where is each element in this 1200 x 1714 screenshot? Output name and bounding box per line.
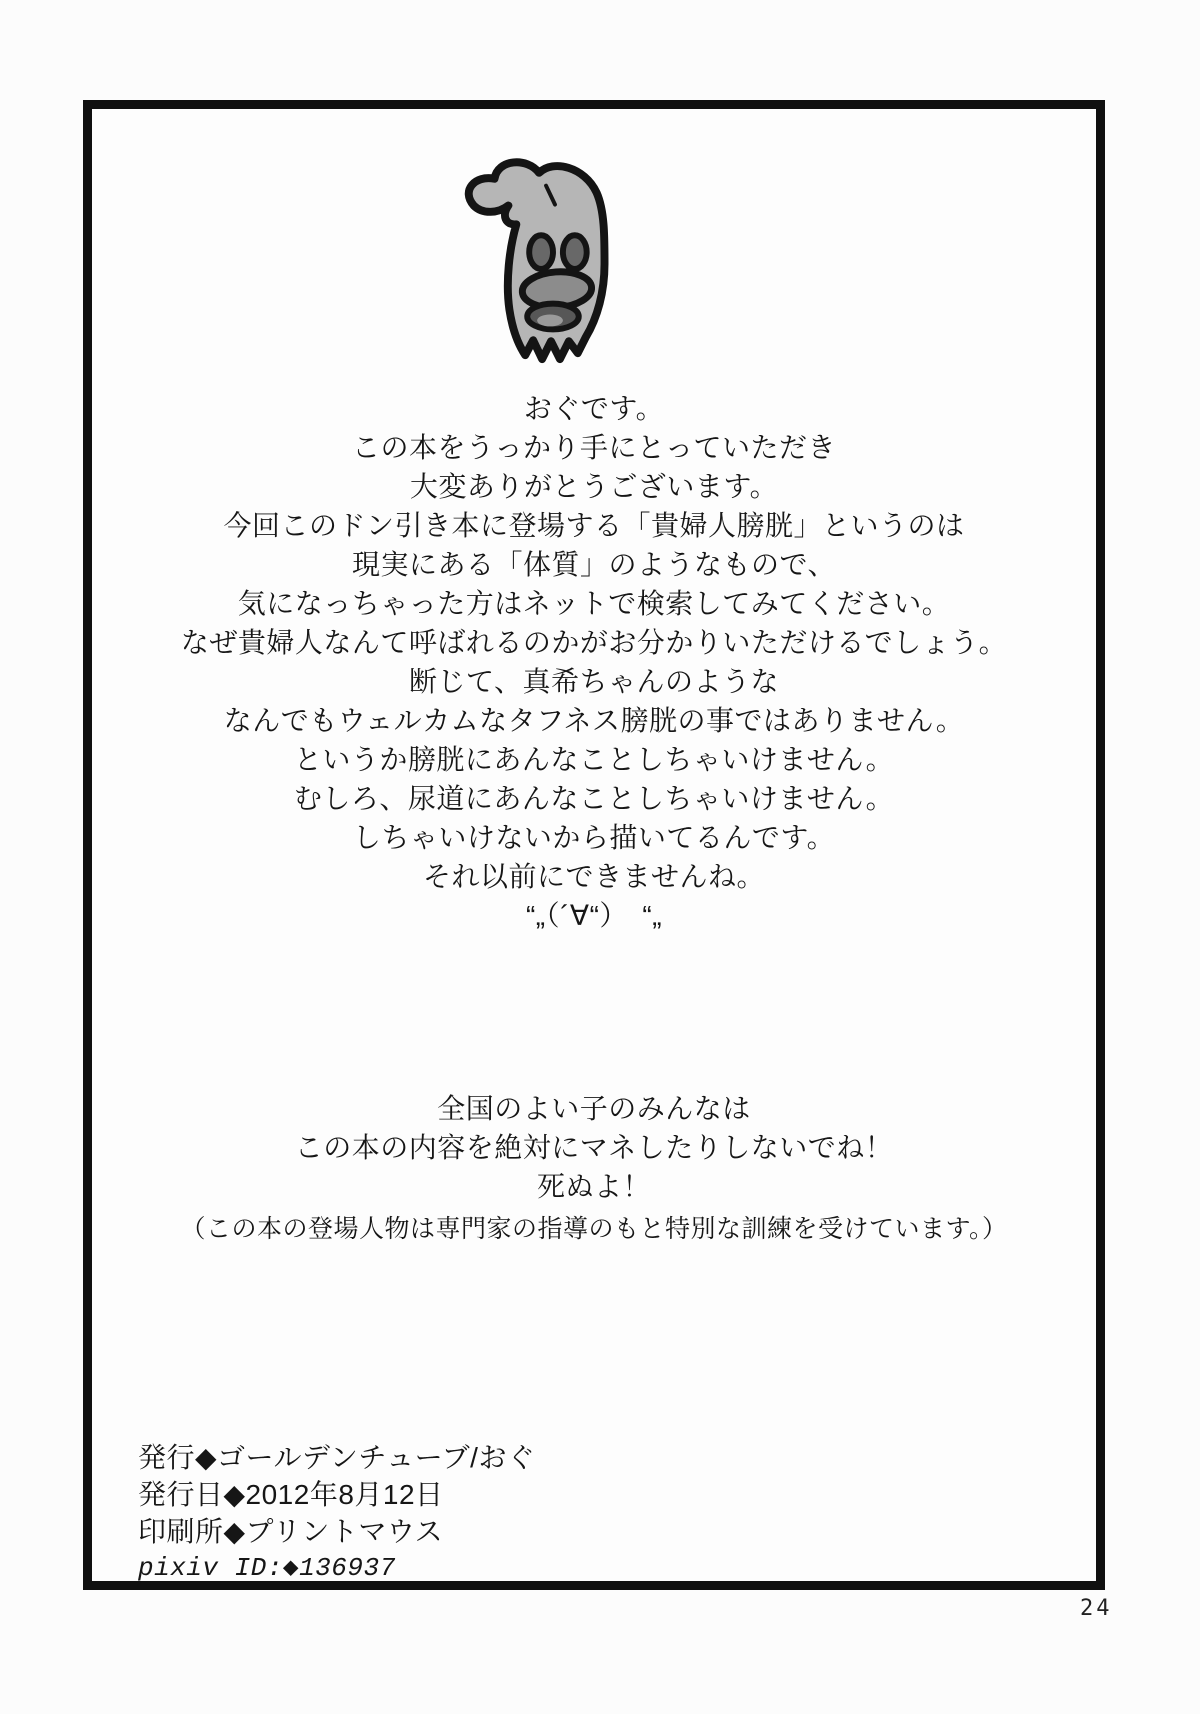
afterword-line: というか膀胱にあんなことしちゃいけません。 <box>293 744 895 775</box>
afterword-line: しちゃいけないから描いてるんです。 <box>352 822 836 853</box>
afterword-emoticon: “„（´∀“） “„ <box>525 900 663 931</box>
page-number: 24 <box>1080 1596 1113 1621</box>
afterword-line: むしろ、尿道にあんなことしちゃいけません。 <box>293 783 895 814</box>
afterword-line: おぐです。 <box>523 393 665 424</box>
colophon <box>138 1439 535 1587</box>
warning-line: 全国のよい子のみんなは <box>437 1093 751 1124</box>
colophon-printer: 印刷所◆プリントマウス <box>138 1516 444 1547</box>
warning-note: （この本の登場人物は専門家の指導のもと特別な訓練を受けています。） <box>180 1215 1008 1243</box>
afterword-line: 今回このドン引き本に登場する「貴婦人膀胱」というのは <box>223 510 965 541</box>
mascot-eye-left <box>529 235 553 269</box>
afterword-text <box>92 389 1096 935</box>
warning-line: この本の内容を絶対にマネしたりしないでね！ <box>294 1132 894 1163</box>
afterword-line: この本をうっかり手にとっていただき <box>352 432 836 463</box>
afterword-line: それ以前にできませんね。 <box>422 861 765 892</box>
colophon-pixiv-id: pixiv ID:◆136937 <box>138 1553 396 1583</box>
ghost-mascot-illustration <box>447 153 657 371</box>
afterword-line: なんでもウェルカムなタフネス膀胱の事ではありません。 <box>223 705 965 736</box>
mascot-lip <box>537 315 563 327</box>
afterword-line: 気になっちゃった方はネットで検索してみてください。 <box>237 588 951 619</box>
colophon-publish-date: 発行日◆2012年8月12日 <box>138 1479 444 1510</box>
reader-warning <box>92 1089 1096 1249</box>
afterword-line: なぜ貴婦人なんて呼ばれるのかがお分かりいただけるでしょう。 <box>180 627 1008 658</box>
afterword-line: 大変ありがとうございます。 <box>409 471 779 502</box>
afterword-line: 断じて、真希ちゃんのような <box>409 666 779 697</box>
afterword-line: 現実にある「体質」のようなもので、 <box>352 549 836 580</box>
mascot-eye-right <box>563 235 587 269</box>
colophon-publisher: 発行◆ゴールデンチューブ/おぐ <box>138 1442 536 1473</box>
page-frame <box>83 100 1105 1590</box>
warning-line: 死ぬよ！ <box>536 1171 651 1202</box>
